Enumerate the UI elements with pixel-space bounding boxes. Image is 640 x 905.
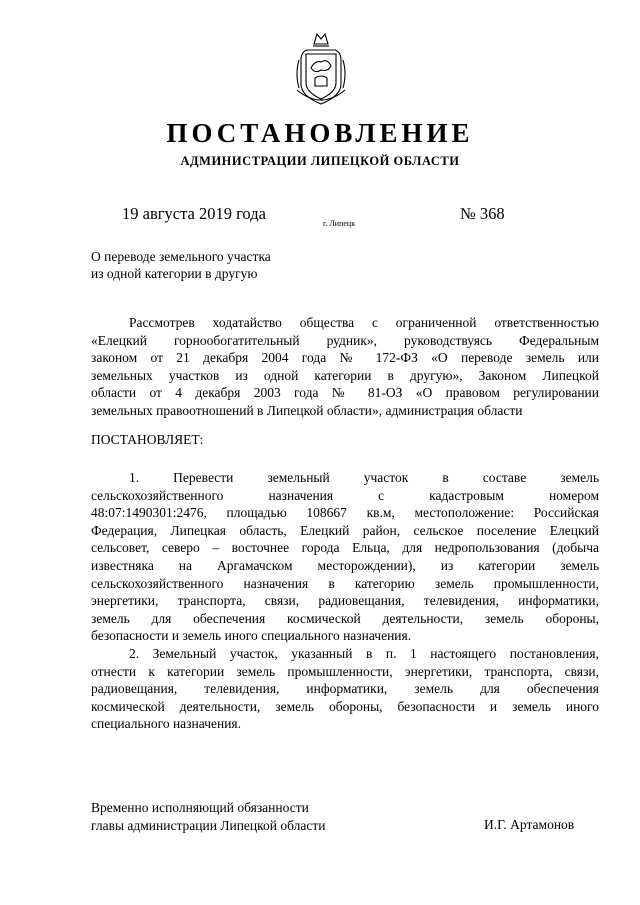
text-line: «Елецкий горнообогатительный рудник», руководствуясь Федеральным <box>91 332 599 348</box>
text-line: радиовещания, телевидения, информатики, земель для обеспечения <box>91 681 599 697</box>
text-line: сельсовет, северо – восточнее города Ельца, для недропользования (добыча <box>91 540 599 556</box>
decree-item-1 <box>91 469 599 645</box>
subject-line: О переводе земельного участка <box>91 249 271 264</box>
text-line: Федерация, Липецкая область, Елецкий район, сельское поселение Елецкий <box>91 522 599 538</box>
text-line: космической деятельности, земель обороны, безопасности и земель иного <box>91 698 599 714</box>
decree-item-2 <box>91 645 599 733</box>
document-subject <box>91 248 271 282</box>
text-line: безопасности и земель иного специального назначения. <box>91 628 412 644</box>
text-line: сельскохозяйственного назначения с кадастровым номером <box>91 487 599 503</box>
text-line: Рассмотрев ходатайство общества с ограниченной ответственностью <box>129 315 599 330</box>
signatory-position-line: главы администрации Липецкой области <box>91 817 326 833</box>
signatory-name: И.Г. Артамонов <box>484 817 575 832</box>
text-line: 1. Перевести земельный участок в составе земель <box>129 470 599 485</box>
text-line: области от 4 декабря 2003 года № 81-ОЗ «О правовом регулировании <box>91 385 599 401</box>
document-city: г. Липецк <box>323 219 356 228</box>
document-title: ПОСТАНОВЛЕНИЕ <box>166 118 474 148</box>
text-line: 48:07:1490301:2476, площадью 108667 кв.м, местоположение: Российская <box>91 505 599 521</box>
text-line: отнести к категории земель промышленности, энергетики, транспорта, связи, <box>91 663 599 679</box>
text-line: сельскохозяйственного назначения в категорию земель промышленности, <box>91 575 599 591</box>
coat-of-arms-emblem <box>293 30 349 108</box>
text-line: специального назначения. <box>91 716 242 732</box>
text-line: законом от 21 декабря 2004 года № 172-ФЗ «О переводе земель или <box>91 350 599 366</box>
text-line: земельных правоотношений в Липецкой области», администрация области <box>91 402 523 418</box>
text-line: 2. Земельный участок, указанный в п. 1 настоящего постановления, <box>129 646 599 661</box>
signatory-position <box>91 799 326 834</box>
text-line: земельных участков из одной категории в другую», Законом Липецкой <box>91 367 599 383</box>
preamble-paragraph <box>91 314 599 420</box>
decree-heading: ПОСТАНОВЛЯЕТ: <box>91 432 204 447</box>
document-date: 19 августа 2019 года <box>122 204 266 223</box>
subject-line: из одной категории в другую <box>91 266 258 281</box>
text-line: земель для обеспечения космической деятельности, земель обороны, <box>91 610 599 626</box>
issuing-authority: АДМИНИСТРАЦИИ ЛИПЕЦКОЙ ОБЛАСТИ <box>180 154 460 168</box>
document-number: № 368 <box>460 204 505 223</box>
text-line: энергетики, транспорта, связи, радиовещания, телевидения, информатики, <box>91 593 599 609</box>
text-line: известняка на Аргамачском месторождении), из категории земель <box>91 557 599 573</box>
signatory-position-line: Временно исполняющий обязанности <box>91 800 309 815</box>
